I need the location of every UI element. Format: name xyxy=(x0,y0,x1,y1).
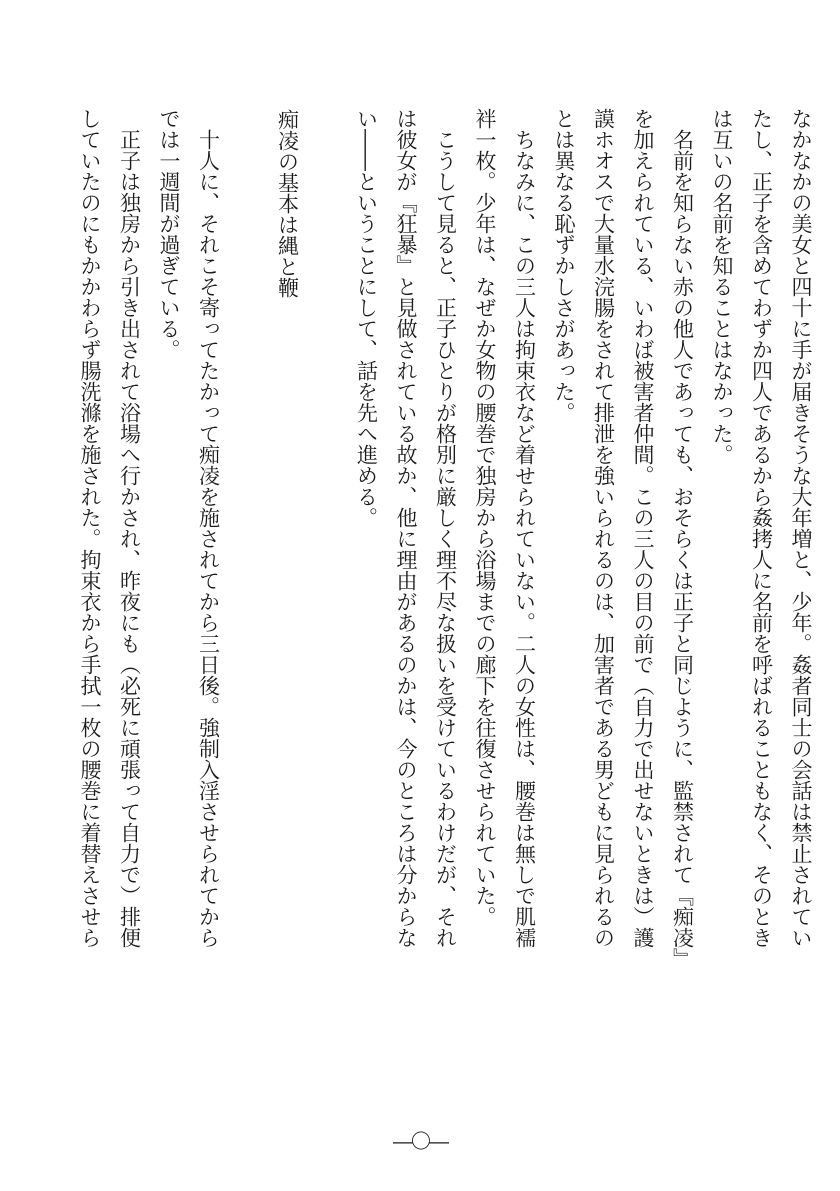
text-column: 十人に、それこそ寄ってたかって痴凌を施されてから三日後。強制入淫させられてから xyxy=(196,108,221,948)
text-column: は彼女が『狂暴』と見做されている故か、他に理由があるのかは、今のところは分からな xyxy=(394,108,418,948)
text-column: では一週間が過ぎている。 xyxy=(157,108,181,360)
text-column: こうして見ると、正子ひとりが格別に厳しく理不尽な扱いを受けているわけだが、それ xyxy=(433,108,458,948)
text-column: ちなみに、この三人は拘束衣など着せられていない。二人の女性は、腰巻は無しで肌襦 xyxy=(512,108,537,948)
text-column: 正子は独房から引き出されて浴場へ行かされ、昨夜にも（必死に頑張って自力で）排便 xyxy=(117,108,142,948)
text-column: は互いの名前を知ることはなかった。 xyxy=(710,108,734,465)
text-column: を加えられている、いわば被害者仲間。この三人の目の前で（自力で出せないときは）護 xyxy=(631,108,655,948)
section-heading: 痴凌の基本は縄と鞭 xyxy=(275,109,300,298)
blank-column xyxy=(228,108,268,1008)
text-column: とは異なる恥ずかしさがあった。 xyxy=(552,108,576,423)
text-column: たし、正子を含めてわずか四人であるから姦拷人に名前を呼ばれることもなく、そのとき xyxy=(749,108,774,948)
text-column: い――ということにして、話を先へ進める。 xyxy=(354,108,379,528)
page-number: ―〇― xyxy=(393,1129,447,1153)
blank-column xyxy=(307,108,347,1008)
text-column: 袢一枚。少年は、なぜか女物の腰巻で独房から浴場までの廊下を往復させられていた。 xyxy=(473,108,497,927)
text-column: 謨ホオスで大量水浣腸をされて排泄を強いられるのは、加害者である男どもに見られるの xyxy=(591,108,616,948)
text-column: していたのにもかかわらず腸洗滌を施された。拘束衣から手拭一枚の腰巻に着替えさせら xyxy=(78,108,102,948)
vertical-text-body xyxy=(70,108,821,1008)
text-column: なかなかの美女と四十に手が届きそうな大年増と、少年。姦者同士の会話は禁止されてい xyxy=(789,108,813,948)
text-column: 名前を知らない赤の他人であっても、おそらくは正子と同じように、監禁されて『痴凌』 xyxy=(670,108,695,969)
